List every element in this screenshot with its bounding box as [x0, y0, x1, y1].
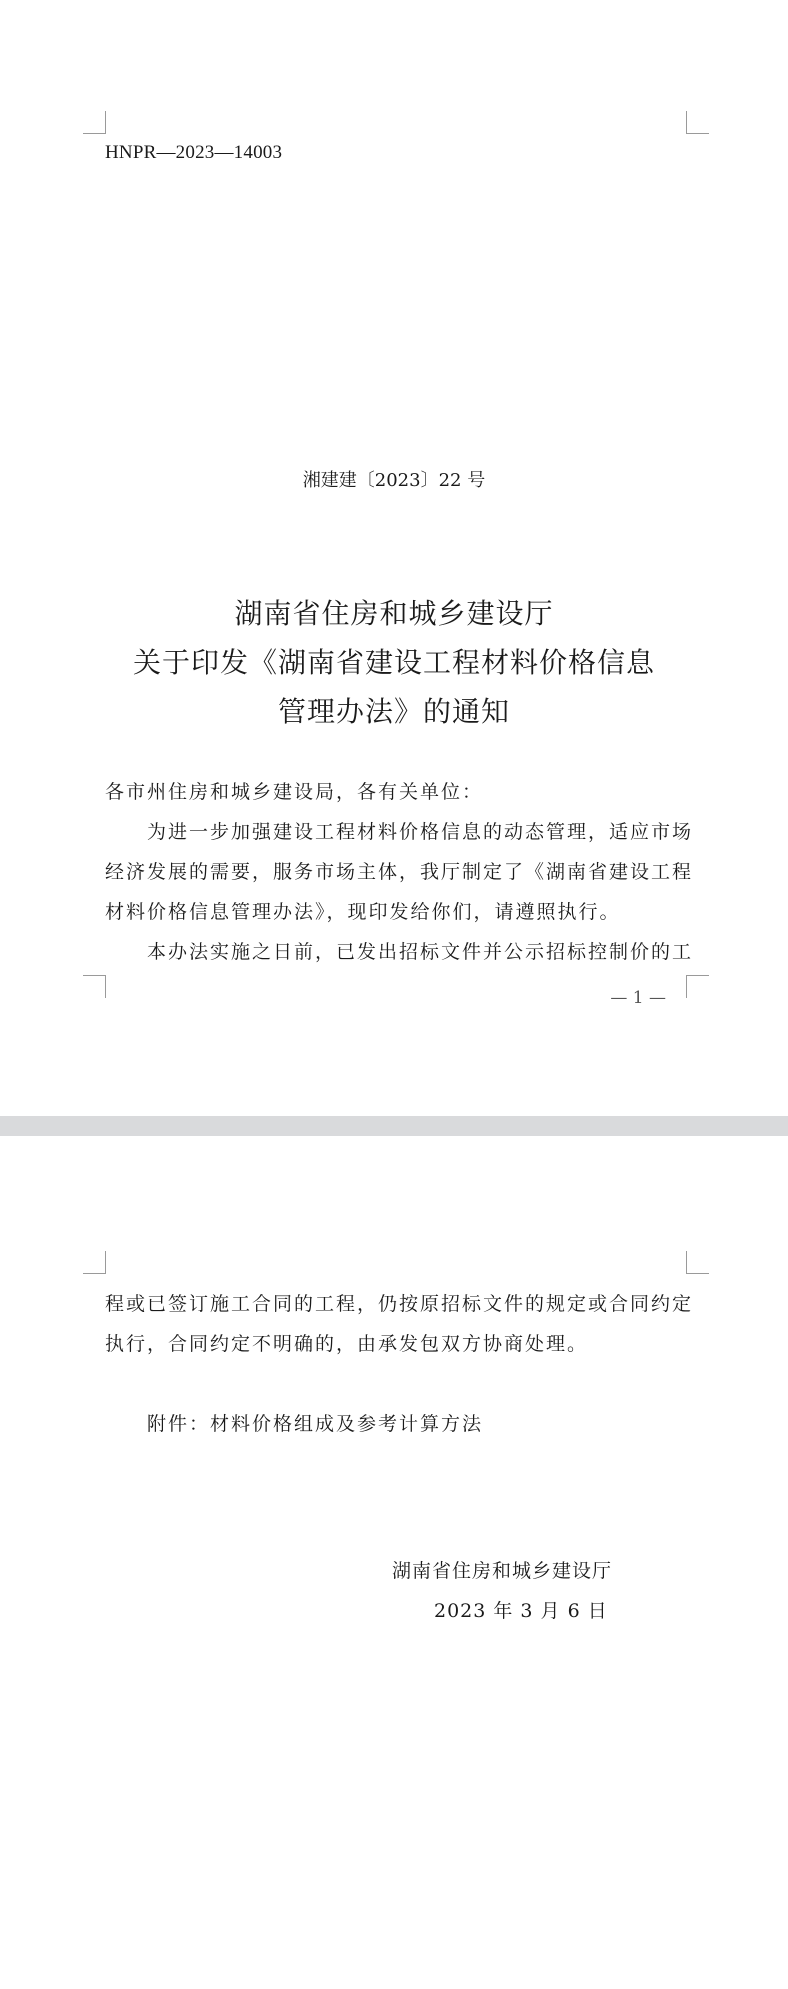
crop-mark-top-right	[686, 1251, 709, 1274]
crop-mark-top-left	[83, 111, 106, 134]
crop-mark-top-right	[686, 111, 709, 134]
title-line-3: 管理办法》的通知	[277, 695, 510, 728]
body-line: 执行，合同约定不明确的，由承发包双方协商处理。	[105, 1333, 589, 1355]
body-line: 为进一步加强建设工程材料价格信息的动态管理，适应市场	[147, 821, 694, 843]
body-line: 程或已签订施工合同的工程，仍按原招标文件的规定或合同约定	[105, 1293, 694, 1315]
salutation: 各市州住房和城乡建设局，各有关单位：	[105, 781, 484, 803]
attachment-line: 附件：材料价格组成及参考计算方法	[147, 1413, 484, 1435]
crop-mark-bottom-right	[686, 975, 709, 998]
body-line: 本办法实施之日前，已发出招标文件并公示招标控制价的工	[147, 941, 694, 963]
page-separator	[0, 1116, 788, 1136]
page-number: — 1 —	[610, 988, 666, 1008]
body-line: 材料价格信息管理办法》，现印发给你们，请遵照执行。	[105, 901, 621, 923]
signature-date: 2023 年 3 月 6 日	[434, 1600, 608, 1622]
crop-mark-bottom-left	[83, 975, 106, 998]
document-page-2	[0, 1136, 788, 1989]
crop-mark-top-left	[83, 1251, 106, 1274]
body-line: 经济发展的需要，服务市场主体，我厅制定了《湖南省建设工程	[105, 861, 694, 883]
title-line-1: 湖南省住房和城乡建设厅	[234, 597, 554, 630]
signature-organization: 湖南省住房和城乡建设厅	[392, 1560, 613, 1582]
title-line-2: 关于印发《湖南省建设工程材料价格信息	[132, 646, 655, 679]
document-number: 湘建建〔2023〕22 号	[302, 470, 486, 491]
document-code: HNPR—2023—14003	[105, 142, 283, 163]
